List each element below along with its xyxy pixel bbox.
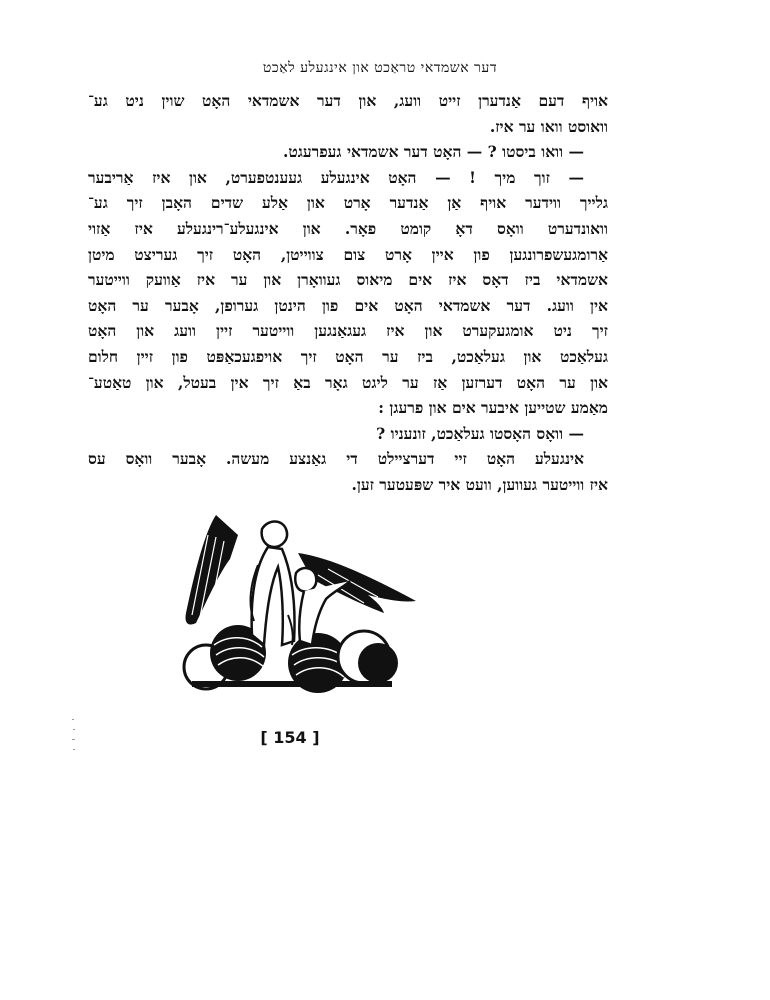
text-line: אַרומגעשפרונגען פון איין אָרט צום צווייטן, האָט זיך געריצט מיטן [88, 244, 608, 264]
text-line: וואוסט וואו ער איז. [489, 116, 608, 136]
text-line: גלייך ווידער אויף אַן אַנדער אָרט און אַלע שדים האָבן זיך גע־ [88, 193, 608, 213]
running-title: דער אשמדאי טראַכט און אינגעלע לאַכט [262, 60, 498, 76]
text-line: און ער האָט דערזען אַז ער ליגט גאָר באַ זיך אין בעטל, און טאַטע־ [88, 372, 608, 392]
text-line: אין וועג. דער אשמדאי האָט אים פון הינטן גערופן, אָבער ער האָט [88, 295, 608, 315]
text-line: אשמדאי ביז דאָס איז אים מיאוס געוואָרן און ער איז אַוועק ווייטער [88, 270, 608, 290]
text-line: איז ווייטער געווען, וועט איר שפּעטער זען. [351, 474, 608, 494]
text-line: זיך ניט אומגעקערט און איז געגאַנגען ווייטער זיין וועג און האָט [88, 321, 608, 341]
text-line: — וואו ביסטו ? — האָט דער אשמדאי געפרעגט. [282, 142, 584, 162]
body-text [88, 88, 608, 498]
text-line: מאַמע שטייען איבער אים און פרעגן : [378, 398, 608, 418]
text-line: — וואָס האָסטו געלאַכט, זונעניו ? [376, 423, 584, 443]
angels-on-clouds-icon [178, 495, 418, 695]
margin-specks [70, 715, 78, 755]
page-number: [ 154 ] [260, 728, 320, 747]
text-line: וואונדערט וואָס דאָ קומט פאָר. און אינגעלע־רינגעלע איז אַזוי [88, 218, 608, 238]
text-line: אינגעלע האָט זיי דערציילט די גאַנצע מעשה. אָבער וואָס עס [88, 449, 584, 469]
text-line: — זוך מיך ! — האָט אינגעלע געענטפערט, און איז אַריבער [88, 167, 584, 187]
text-line: אויף דעם אַנדערן זייט וועג, און דער אשמדאי האָט שוין ניט גע־ [88, 91, 608, 110]
text-line: געלאַכט און געלאַכט, ביז ער האָט זיך אויפגעכאַפּט פון זיין חלום [88, 346, 608, 366]
